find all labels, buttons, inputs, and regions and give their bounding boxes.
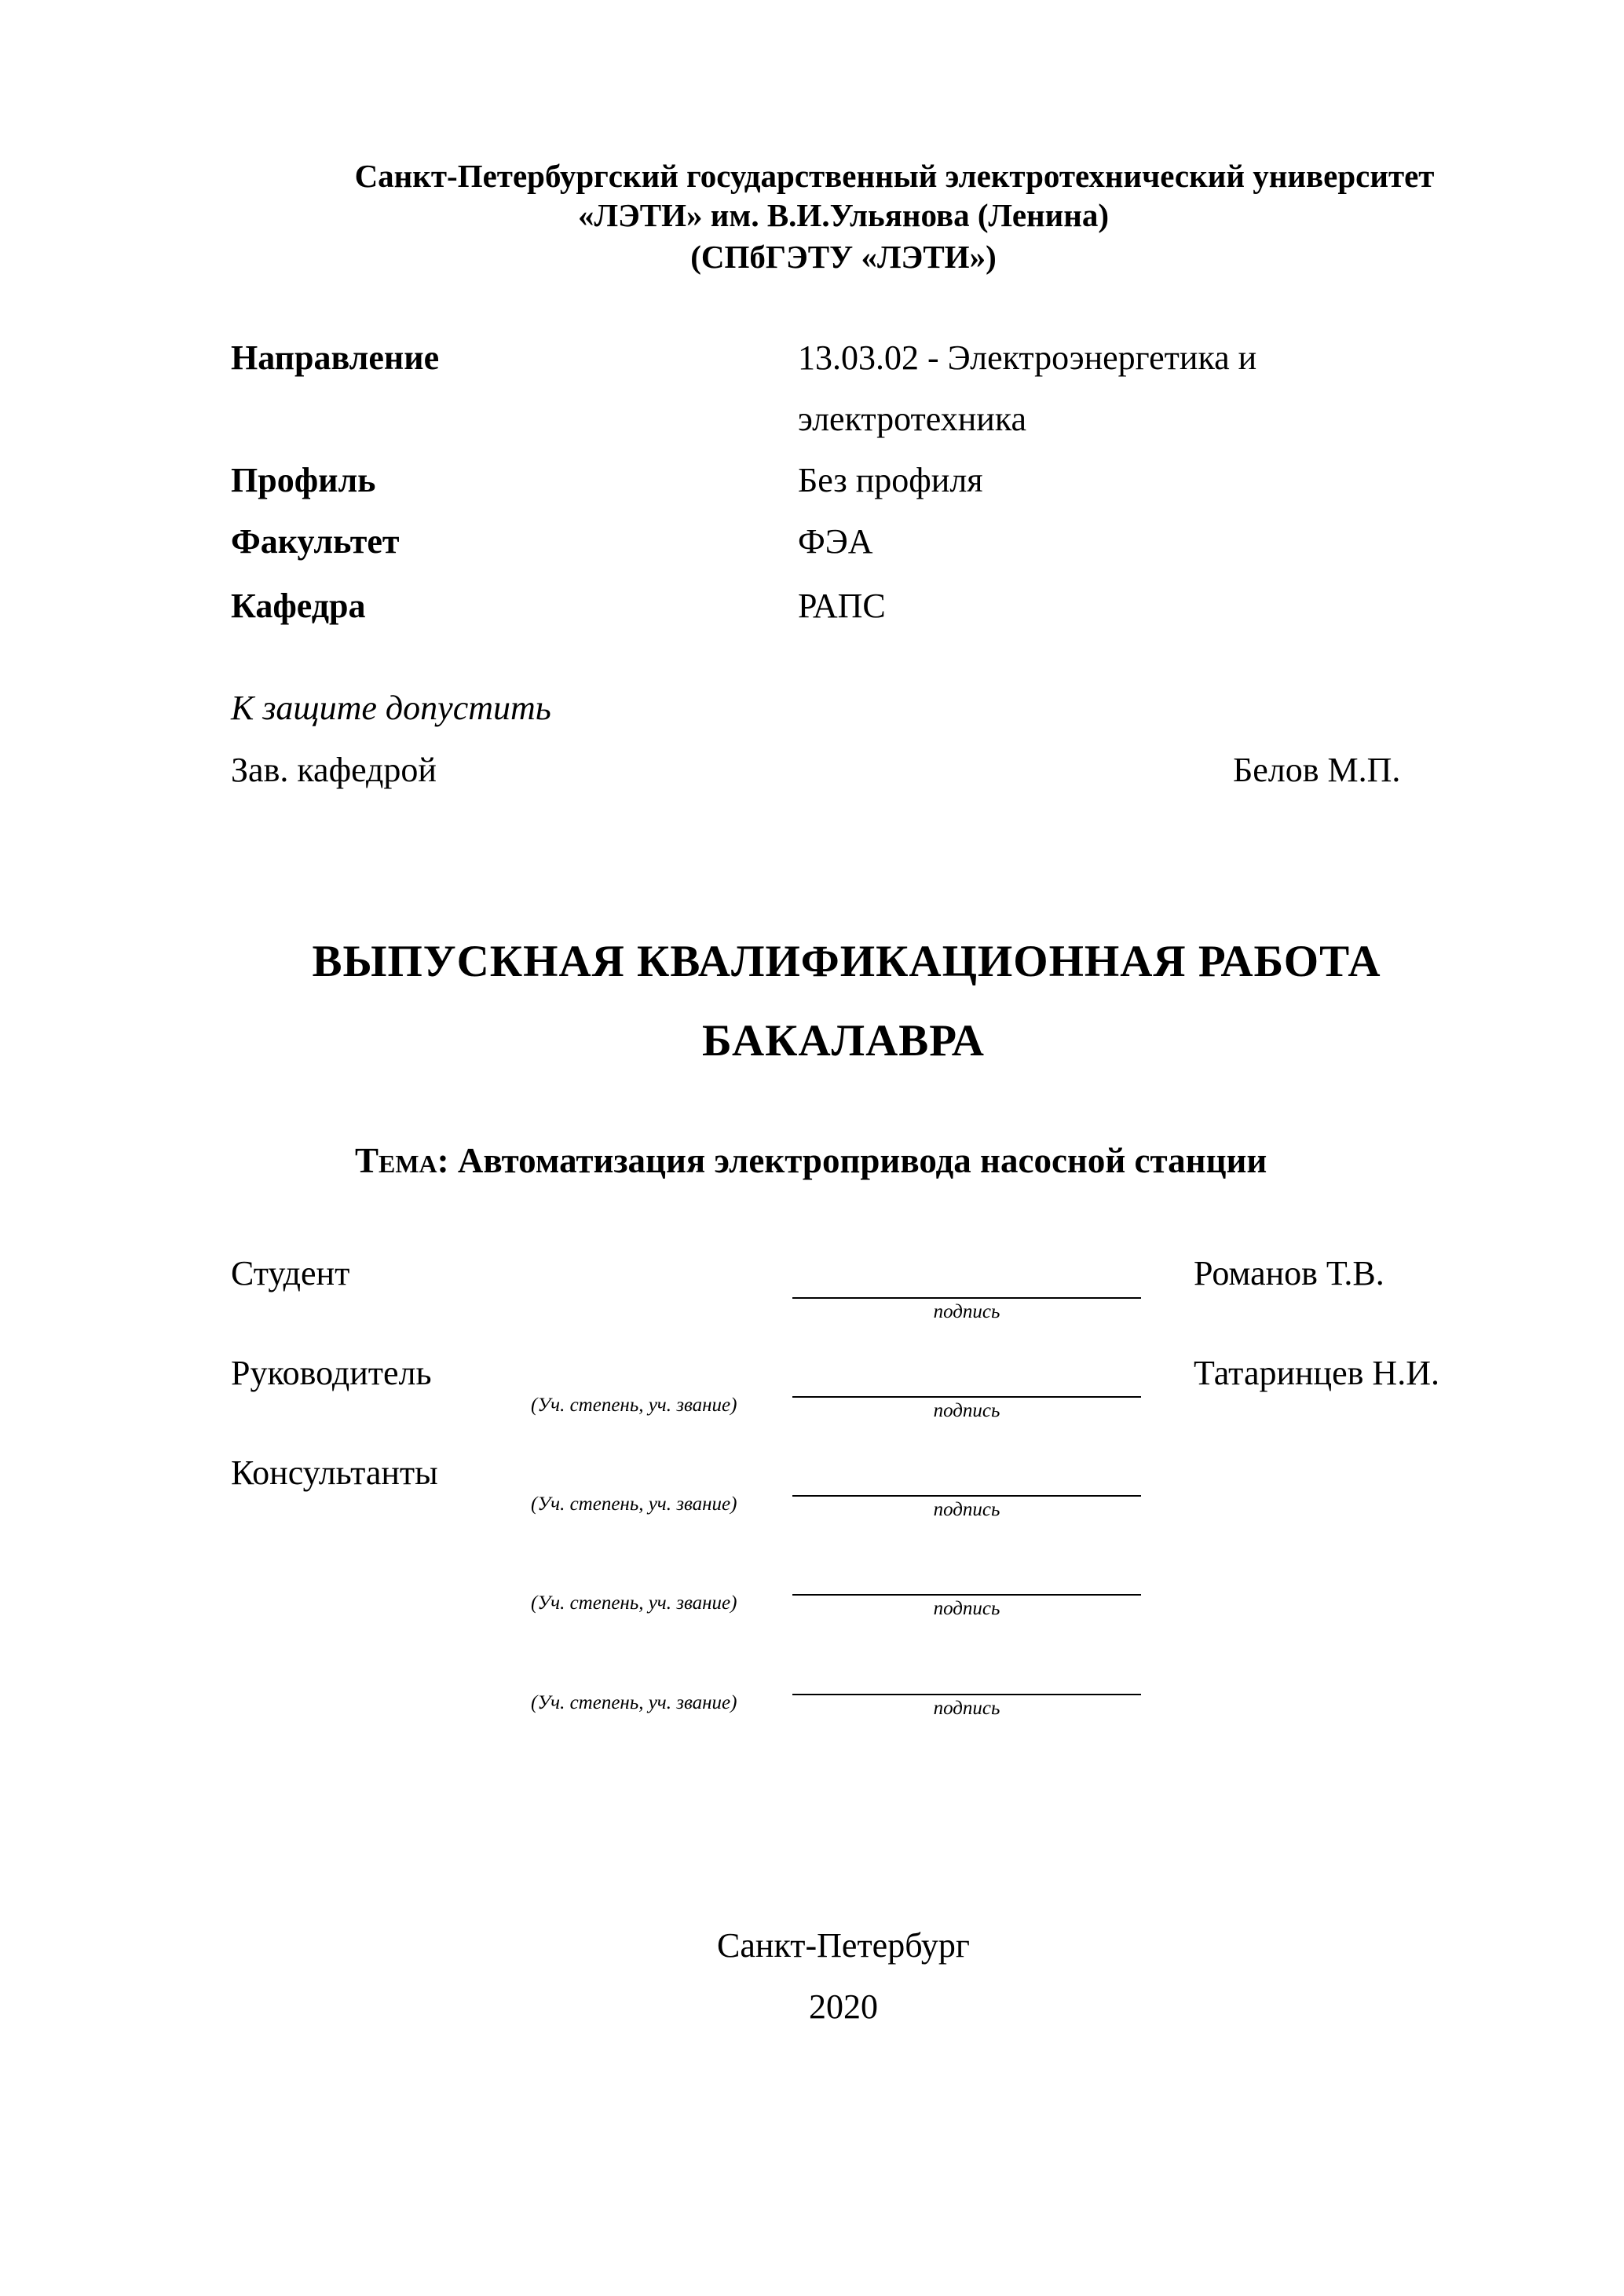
consultant-signature-line bbox=[792, 1495, 1141, 1497]
supervisor-signature-caption: подпись bbox=[933, 1400, 1000, 1421]
consultant-degree-caption: (Уч. степень, уч. звание) bbox=[531, 1692, 737, 1713]
profile-value: Без профиля bbox=[798, 461, 983, 499]
university-name: Санкт-Петербургский государственный электротехнический университет bbox=[354, 158, 1435, 194]
consultant-degree-caption: (Уч. степень, уч. звание) bbox=[531, 1592, 737, 1614]
supervisor-signature-line bbox=[792, 1396, 1141, 1398]
student-label: Студент bbox=[231, 1254, 350, 1292]
topic-text: Автоматизация электропривода насосной станции bbox=[457, 1141, 1267, 1180]
consultant-signature-caption: подпись bbox=[933, 1698, 1000, 1719]
supervisor-degree-caption: (Уч. степень, уч. звание) bbox=[531, 1395, 737, 1416]
consultants-label: Консультанты bbox=[231, 1453, 438, 1492]
topic bbox=[355, 1140, 1267, 1181]
supervisor-label: Руководитель bbox=[231, 1354, 432, 1392]
university-abbreviation: (СПбГЭТУ «ЛЭТИ») bbox=[690, 239, 997, 275]
university-name-short: «ЛЭТИ» им. В.И.Ульянова (Ленина) bbox=[577, 197, 1110, 233]
consultant-signature-line bbox=[792, 1594, 1141, 1596]
department-label: Кафедра bbox=[231, 587, 366, 625]
student-signature-caption: подпись bbox=[933, 1301, 1000, 1322]
consultant-signature-caption: подпись bbox=[933, 1598, 1000, 1619]
consultant-signature-caption: подпись bbox=[933, 1499, 1000, 1520]
head-of-department-name: Белов М.П. bbox=[1233, 751, 1401, 789]
direction-value-line1: 13.03.02 - Электроэнергетика и bbox=[798, 338, 1257, 377]
department-value: РАПС bbox=[798, 587, 886, 625]
consultant-signature-line bbox=[792, 1694, 1141, 1695]
supervisor-name: Татаринцев Н.И. bbox=[1194, 1354, 1439, 1392]
consultant-degree-caption: (Уч. степень, уч. звание) bbox=[531, 1493, 737, 1515]
work-title-line1: ВЫПУСКНАЯ КВАЛИФИКАЦИОННАЯ РАБОТА bbox=[312, 937, 1381, 986]
footer-city: Санкт-Петербург bbox=[717, 1926, 970, 1965]
direction-label: Направление bbox=[231, 338, 440, 377]
direction-value-line2: электротехника bbox=[798, 400, 1027, 438]
student-name: Романов Т.В. bbox=[1194, 1254, 1384, 1292]
student-signature-line bbox=[792, 1297, 1141, 1299]
head-of-department-label: Зав. кафедрой bbox=[231, 751, 437, 789]
topic-label: Тема: bbox=[355, 1141, 449, 1180]
faculty-value: ФЭА bbox=[798, 522, 873, 561]
admission-label: К защите допустить bbox=[231, 689, 551, 727]
profile-label: Профиль bbox=[231, 461, 376, 499]
faculty-label: Факультет bbox=[231, 522, 400, 561]
footer-year: 2020 bbox=[809, 1987, 878, 2026]
work-title-line2: БАКАЛАВРА bbox=[702, 1016, 985, 1066]
